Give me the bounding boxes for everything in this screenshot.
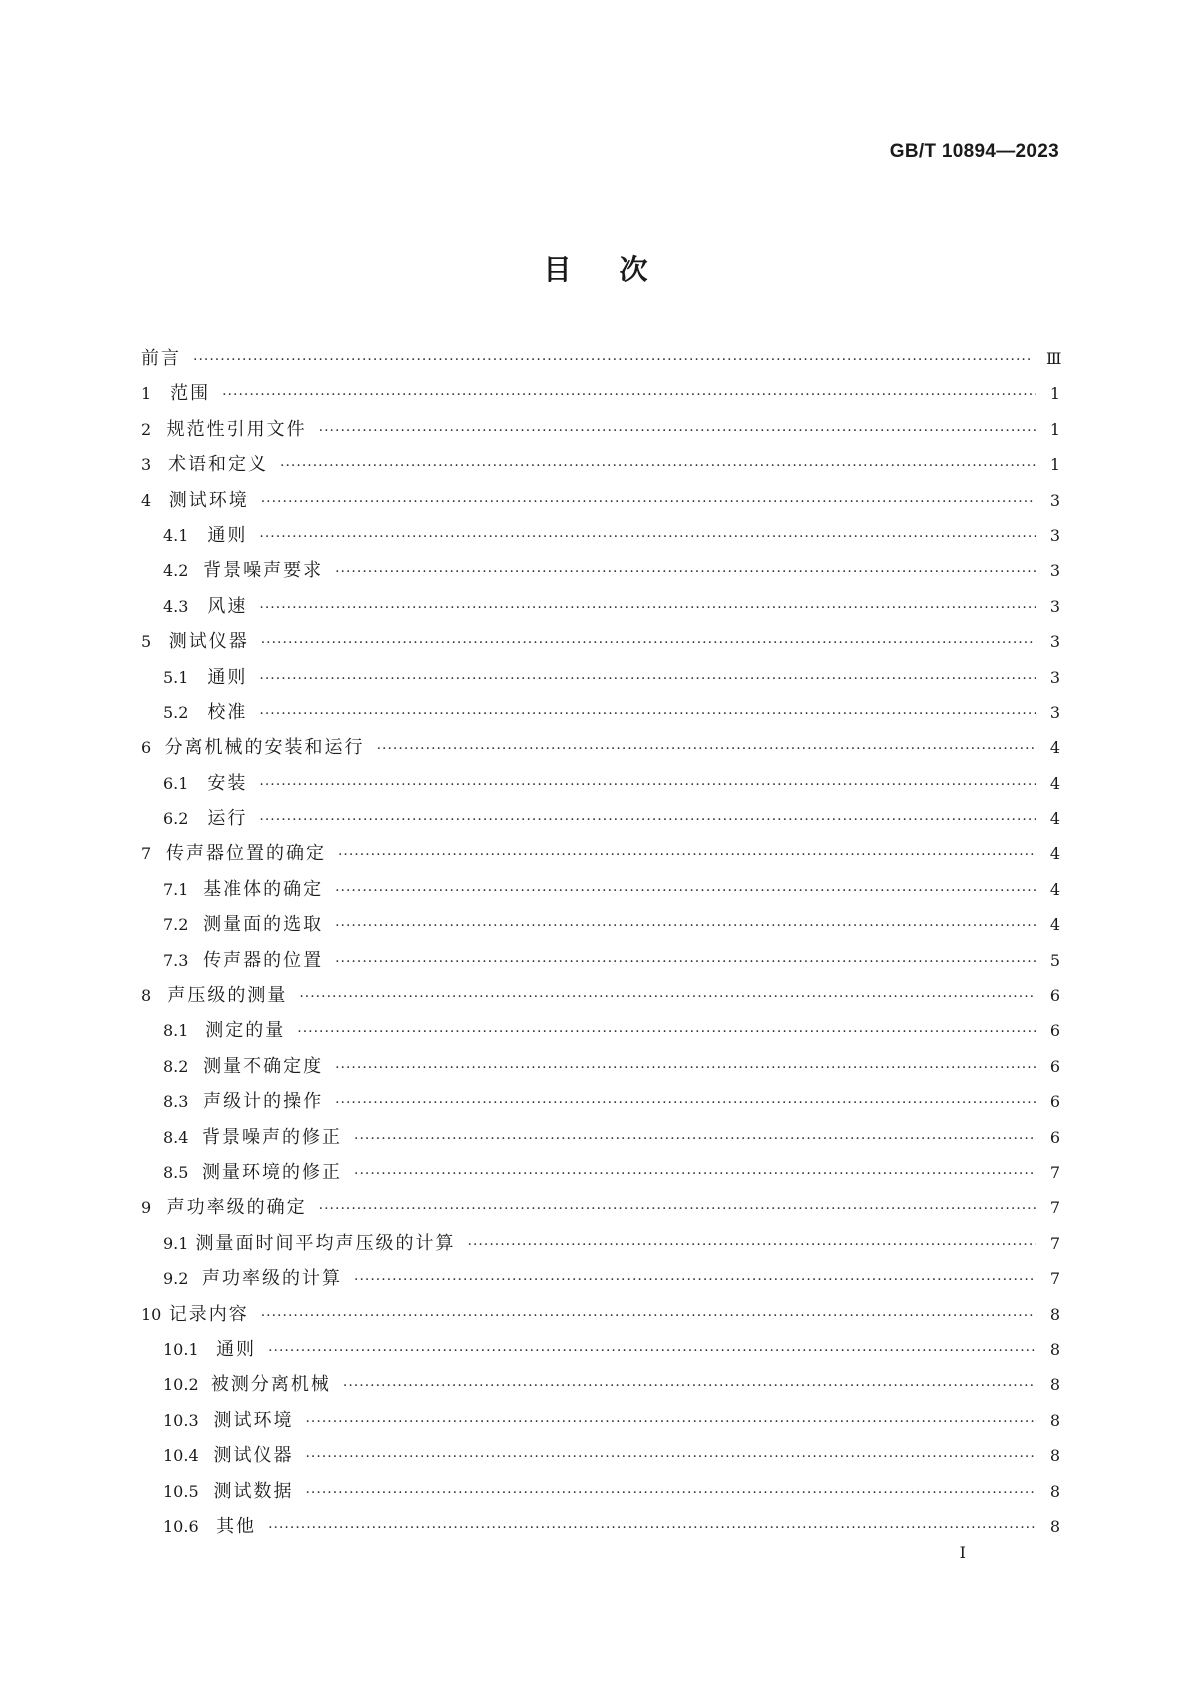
toc-entry-title: 其他 [216, 1515, 257, 1537]
toc-entry-title: 记录内容 [168, 1303, 249, 1325]
toc-entry-page: 7 [1049, 1198, 1060, 1218]
toc-entry-title: 测试仪器 [213, 1445, 294, 1467]
toc-entry-page: 7 [1049, 1233, 1060, 1253]
toc-entry-number: 7.3 [163, 950, 189, 970]
toc-entry[interactable] [141, 379, 1060, 414]
toc-dot-leader [259, 671, 1036, 687]
toc-dot-leader [335, 1095, 1036, 1111]
toc-entry[interactable] [141, 627, 1060, 662]
toc-entry-page: 4 [1049, 915, 1060, 935]
toc-entry-page: 1 [1049, 384, 1060, 404]
toc-entry[interactable] [141, 733, 1060, 768]
toc-entry-number: 10.1 [163, 1339, 199, 1359]
toc-entry-title: 通则 [207, 524, 248, 546]
toc-entry-page: 8 [1049, 1339, 1060, 1359]
toc-dot-leader [280, 458, 1036, 474]
toc-dot-leader [259, 777, 1036, 793]
toc-entry[interactable] [141, 1406, 1060, 1441]
toc-entry[interactable] [141, 1512, 1060, 1547]
toc-entry-title: 校准 [207, 701, 248, 723]
toc-entry-title: 前言 [141, 348, 181, 369]
toc-dot-leader [319, 1201, 1036, 1217]
toc-entry-page: 6 [1049, 1056, 1060, 1076]
toc-entry-page: 4 [1049, 773, 1060, 793]
toc-entry[interactable] [141, 910, 1060, 945]
toc-entry-page: 6 [1049, 1092, 1060, 1112]
toc-entry[interactable] [141, 592, 1060, 627]
toc-entry-title: 测定的量 [205, 1020, 286, 1042]
toc-entry-page: 3 [1049, 702, 1060, 722]
toc-entry-title: 测量面时间平均声压级的计算 [195, 1232, 456, 1254]
toc-entry-number: 10.2 [163, 1375, 199, 1395]
toc-entry-title: 测试数据 [213, 1480, 294, 1502]
toc-entry-title: 通则 [207, 666, 248, 688]
toc-entry-title: 声压级的测量 [167, 985, 288, 1007]
toc-entry-number: 5 [141, 632, 152, 652]
toc-entry-title: 基准体的确定 [203, 878, 324, 900]
toc-entry-page: 4 [1049, 738, 1060, 758]
toc-entry-title: 规范性引用文件 [166, 418, 307, 440]
toc-entry-page: 3 [1049, 596, 1060, 616]
table-of-contents [141, 344, 1060, 1547]
toc-entry-page: 8 [1049, 1304, 1060, 1324]
toc-entry[interactable] [141, 415, 1060, 450]
toc-entry-page: 3 [1049, 632, 1060, 652]
toc-entry-number: 6.2 [163, 809, 189, 829]
toc-dot-leader [268, 1343, 1036, 1359]
toc-entry-page: 8 [1049, 1375, 1060, 1395]
toc-dot-leader [335, 1060, 1036, 1076]
toc-dot-leader [354, 1166, 1036, 1182]
toc-entry-number: 8.3 [163, 1092, 189, 1112]
toc-entry-title: 运行 [207, 808, 248, 830]
toc-entry[interactable] [141, 875, 1060, 910]
toc-entry[interactable] [141, 1193, 1060, 1228]
toc-entry-number: 8.1 [163, 1021, 189, 1041]
toc-entry-number: 5.1 [163, 667, 189, 687]
toc-entry-page: Ⅲ [1046, 349, 1062, 368]
toc-entry-number: 6 [141, 738, 152, 758]
toc-entry-page: 8 [1049, 1481, 1060, 1501]
toc-dot-leader [319, 423, 1036, 439]
toc-entry[interactable] [141, 981, 1060, 1016]
toc-entry-number: 9.1 [163, 1233, 189, 1253]
toc-entry[interactable] [141, 1264, 1060, 1299]
toc-dot-leader [259, 600, 1036, 616]
toc-entry-page: 1 [1049, 419, 1060, 439]
toc-entry[interactable] [141, 486, 1060, 521]
toc-entry-page: 7 [1049, 1269, 1060, 1289]
toc-entry-number: 6.1 [163, 773, 189, 793]
toc-entry-title: 术语和定义 [168, 454, 269, 476]
toc-dot-leader [259, 706, 1036, 722]
document-code: GB/T 10894—2023 [889, 141, 1059, 162]
toc-dot-leader [299, 989, 1036, 1005]
toc-entry[interactable] [141, 839, 1060, 874]
toc-entry-title: 安装 [207, 772, 248, 794]
toc-entry[interactable] [141, 1016, 1060, 1051]
toc-entry-number: 4.3 [163, 596, 189, 616]
toc-entry-title: 测量面的选取 [203, 914, 324, 936]
toc-entry-title: 测试仪器 [168, 631, 249, 653]
toc-entry-title: 声功率级的计算 [202, 1268, 342, 1290]
toc-dot-leader [468, 1237, 1036, 1253]
toc-entry[interactable] [141, 1229, 1060, 1264]
toc-entry-page: 7 [1049, 1162, 1060, 1182]
toc-entry[interactable] [141, 804, 1060, 839]
toc-entry-title: 传声器的位置 [203, 949, 324, 971]
toc-entry-title: 测量环境的修正 [202, 1161, 342, 1183]
toc-dot-leader [193, 352, 1036, 368]
toc-entry-page: 3 [1049, 561, 1060, 581]
toc-entry[interactable] [141, 1477, 1060, 1512]
toc-entry-number: 7.2 [163, 915, 189, 935]
toc-dot-leader [338, 847, 1036, 863]
toc-entry[interactable] [141, 1158, 1060, 1193]
toc-entry-title: 风速 [207, 595, 248, 617]
toc-entry-number: 8.5 [163, 1162, 189, 1182]
toc-entry-title: 声功率级的确定 [166, 1197, 307, 1219]
toc-entry-number: 5.2 [163, 702, 189, 722]
toc-dot-leader [335, 918, 1036, 934]
toc-entry[interactable] [141, 698, 1060, 733]
toc-entry-page: 6 [1049, 1127, 1060, 1147]
toc-entry-page: 4 [1049, 879, 1060, 899]
toc-entry-number: 8 [141, 986, 152, 1006]
toc-entry-title: 测试环境 [213, 1409, 294, 1431]
toc-entry[interactable] [141, 1052, 1060, 1087]
toc-dot-leader [335, 883, 1036, 899]
toc-entry-title: 背景噪声的修正 [202, 1126, 342, 1148]
toc-entry-number: 10.4 [163, 1446, 199, 1466]
toc-entry-page: 1 [1049, 455, 1060, 475]
toc-dot-leader [343, 1378, 1036, 1394]
toc-entry[interactable] [141, 521, 1060, 556]
toc-dot-leader [305, 1414, 1036, 1430]
toc-entry[interactable] [141, 663, 1060, 698]
toc-entry-title: 分离机械的安装和运行 [164, 737, 365, 759]
toc-dot-leader [335, 954, 1036, 970]
toc-entry-number: 7 [141, 844, 152, 864]
toc-dot-leader [335, 564, 1036, 580]
toc-entry-title: 背景噪声要求 [203, 560, 324, 582]
toc-dot-leader [305, 1449, 1036, 1465]
toc-entry[interactable] [141, 1335, 1060, 1370]
toc-dot-leader [377, 741, 1036, 757]
toc-entry-page: 3 [1049, 525, 1060, 545]
toc-entry-title: 被测分离机械 [210, 1374, 331, 1396]
toc-dot-leader [268, 1520, 1036, 1536]
toc-entry-number: 8.4 [163, 1127, 189, 1147]
toc-entry-number: 8.2 [163, 1056, 189, 1076]
toc-entry[interactable] [141, 1087, 1060, 1122]
toc-entry-title: 测试环境 [168, 489, 249, 511]
toc-entry-title: 声级计的操作 [203, 1091, 324, 1113]
toc-entry-title: 传声器位置的确定 [165, 843, 326, 865]
page-number: Ⅰ [959, 1543, 966, 1562]
toc-entry-number: 3 [141, 455, 152, 475]
toc-entry-title: 测量不确定度 [203, 1055, 324, 1077]
toc-dot-leader [259, 812, 1036, 828]
toc-entry-number: 4.1 [163, 525, 189, 545]
toc-entry-page: 3 [1049, 490, 1060, 510]
toc-entry[interactable] [141, 344, 1060, 379]
toc-entry[interactable] [141, 1123, 1060, 1158]
toc-entry[interactable] [141, 946, 1060, 981]
toc-entry-page: 8 [1049, 1410, 1060, 1430]
toc-dot-leader [261, 494, 1036, 510]
toc-entry-page: 4 [1049, 844, 1060, 864]
toc-entry[interactable] [141, 1370, 1060, 1405]
toc-entry-number: 4 [141, 490, 152, 510]
toc-dot-leader [261, 1308, 1036, 1324]
toc-entry-number: 4.2 [163, 561, 189, 581]
toc-entry-title: 通则 [216, 1338, 257, 1360]
toc-entry-number: 10.3 [163, 1410, 199, 1430]
toc-entry-page: 4 [1049, 809, 1060, 829]
toc-dot-leader [305, 1485, 1036, 1501]
toc-entry-page: 6 [1049, 1021, 1060, 1041]
toc-dot-leader [259, 529, 1036, 545]
toc-entry-number: 2 [141, 419, 152, 439]
toc-dot-leader [222, 387, 1036, 403]
toc-entry-number: 9 [141, 1198, 152, 1218]
toc-entry-number: 1 [141, 384, 152, 404]
toc-entry-page: 8 [1049, 1516, 1060, 1536]
toc-entry[interactable] [141, 1300, 1060, 1335]
toc-dot-leader [297, 1024, 1036, 1040]
toc-entry[interactable] [141, 556, 1060, 591]
toc-entry-number: 7.1 [163, 879, 189, 899]
toc-entry-page: 6 [1049, 986, 1060, 1006]
toc-entry-number: 10.6 [163, 1516, 199, 1536]
toc-entry-number: 10.5 [163, 1481, 199, 1501]
toc-entry-page: 5 [1049, 950, 1060, 970]
toc-entry[interactable] [141, 1441, 1060, 1476]
toc-entry-title: 范围 [170, 383, 211, 405]
toc-dot-leader [354, 1131, 1036, 1147]
page-title: 目次 [543, 253, 696, 286]
toc-entry-number: 10 [141, 1304, 162, 1324]
toc-dot-leader [261, 635, 1036, 651]
toc-entry-number: 9.2 [163, 1269, 189, 1289]
toc-entry[interactable] [141, 769, 1060, 804]
toc-dot-leader [354, 1272, 1036, 1288]
toc-entry[interactable] [141, 450, 1060, 485]
toc-entry-page: 8 [1049, 1446, 1060, 1466]
toc-entry-page: 3 [1049, 667, 1060, 687]
